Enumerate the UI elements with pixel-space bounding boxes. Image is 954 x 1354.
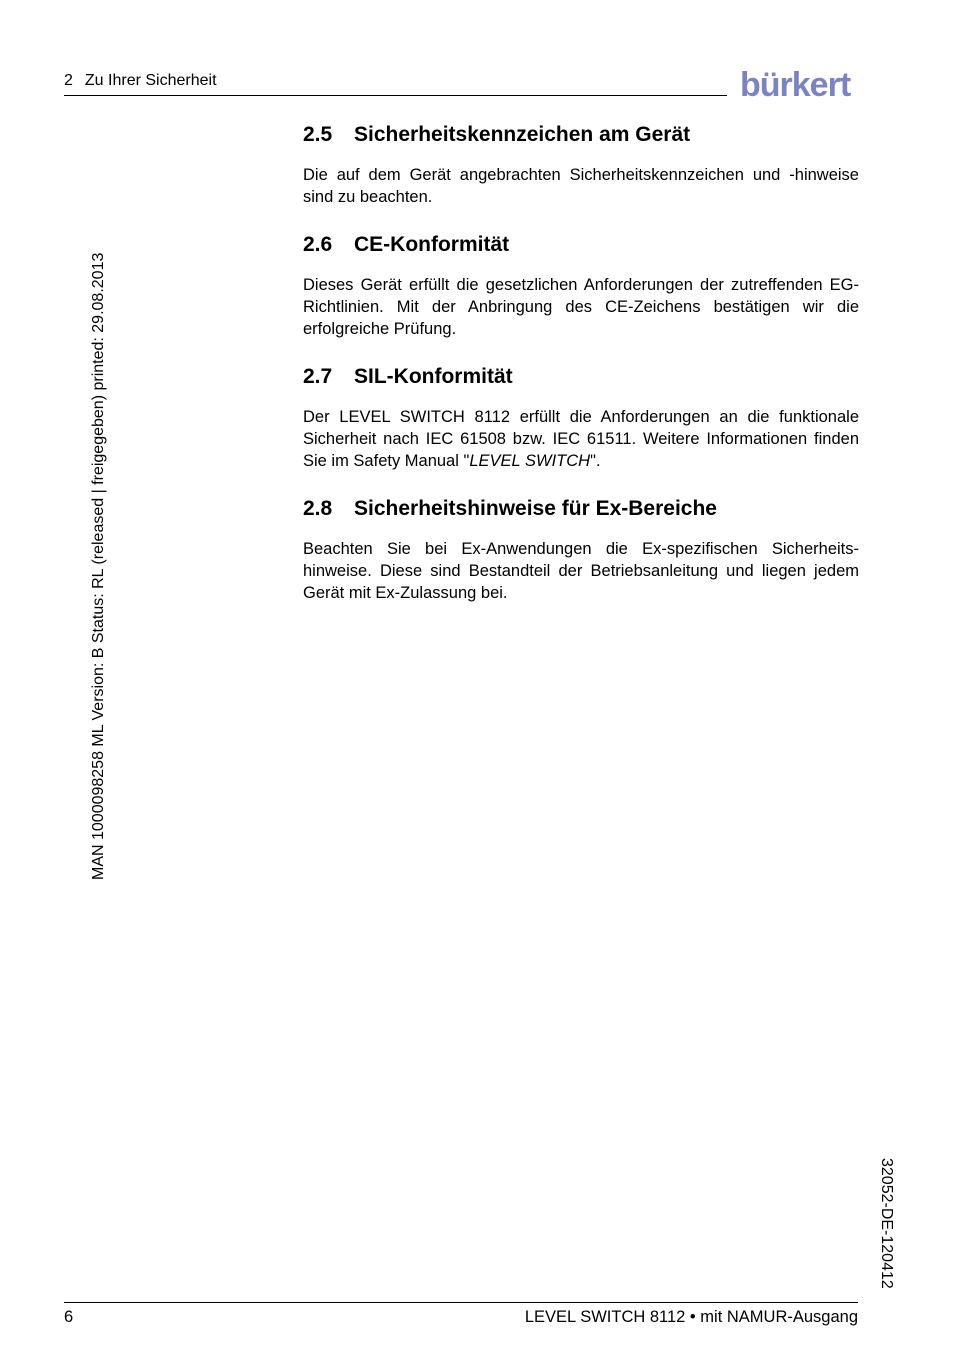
main-content bbox=[303, 120, 859, 626]
running-header bbox=[64, 72, 217, 90]
logo-wordmark: bürkert bbox=[740, 66, 851, 104]
section-2-7 bbox=[303, 362, 859, 472]
section-2-8 bbox=[303, 494, 859, 604]
section-title: Sicherheitskennzeichen am Gerät bbox=[354, 123, 691, 146]
section-number: 2.5 bbox=[303, 123, 333, 146]
section-heading bbox=[303, 120, 859, 150]
section-number: 2.8 bbox=[303, 497, 333, 520]
chapter-title: Zu Ihrer Sicherheit bbox=[84, 72, 217, 89]
document-code: 32052-DE-120412 bbox=[878, 1158, 895, 1289]
section-heading bbox=[303, 494, 859, 524]
section-title: SIL-Konformität bbox=[354, 365, 513, 388]
footer-rule bbox=[64, 1302, 858, 1303]
section-body: Die auf dem Gerät angebrachten Sicherheitskennzeichen und -hinweise sind zu beachten. bbox=[303, 166, 859, 206]
header-rule bbox=[64, 95, 727, 96]
buerkert-logo bbox=[738, 64, 860, 102]
document-status-note: MAN 1000098258 ML Version: B Status: RL (released | freigegeben) printed: 29.08.2013 bbox=[90, 252, 107, 880]
page-number: 6 bbox=[64, 1308, 74, 1326]
section-title: CE-Konformität bbox=[354, 233, 510, 256]
section-body: Beachten Sie bei Ex-Anwendungen die Ex-spezifischen Sicherheits-hinweise. Diese sind Bestandteil der Betriebsanleitung und liegen jedem Gerät mit Ex-Zulassung bei. bbox=[303, 540, 859, 602]
body-text-end: ". bbox=[590, 452, 601, 470]
section-body: Dieses Gerät erfüllt die gesetzlichen Anforderungen der zutreffenden EG-Richtlinien. Mit der Anbringung des CE-Zeichens bestätigen wir die erfolgreiche Prüfung. bbox=[303, 276, 859, 338]
chapter-number: 2 bbox=[64, 72, 73, 89]
section-body bbox=[303, 406, 859, 472]
section-number: 2.7 bbox=[303, 365, 333, 388]
section-title: Sicherheitshinweise für Ex-Bereiche bbox=[354, 497, 717, 520]
section-2-6 bbox=[303, 230, 859, 340]
section-heading bbox=[303, 230, 859, 260]
footer-document-title: LEVEL SWITCH 8112 • mit NAMUR-Ausgang bbox=[524, 1308, 858, 1326]
product-name-italic: LEVEL SWITCH bbox=[469, 452, 591, 470]
body-text: Der LEVEL SWITCH 8112 erfüllt die Anforderungen an die funktionale Sicherheit nach IEC 61508 bzw. IEC 61511. Weitere Informationen finden Sie im Safety Manual " bbox=[303, 408, 859, 470]
section-2-5 bbox=[303, 120, 859, 208]
section-heading bbox=[303, 362, 859, 392]
section-number: 2.6 bbox=[303, 233, 333, 256]
